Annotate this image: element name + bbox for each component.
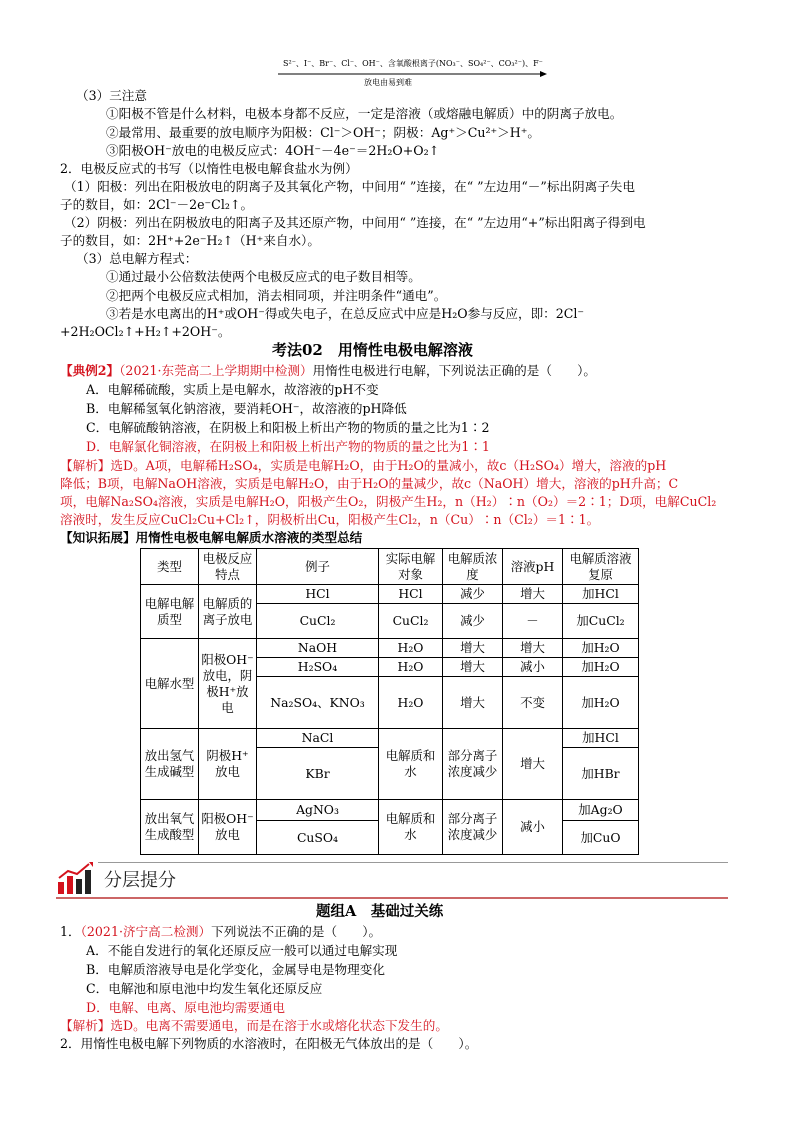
sec2-item: ③若是水电离出的H⁺或OH⁻得或失电子，在总反应式中应是H₂O参与反应，即：2Cl⁻ bbox=[106, 306, 585, 321]
table-cell: 减少 bbox=[443, 604, 503, 639]
table-header: 电极反应特点 bbox=[199, 549, 257, 585]
sec2-p2: （2）阴极：列出在阴极放电的阳离子及其还原产物，中间用“ ”连接，在“ ”左边用“+”标出阳离子得到电 bbox=[64, 215, 646, 230]
table-cell: H₂O bbox=[379, 639, 443, 658]
table-cell: 增大 bbox=[503, 729, 563, 800]
method-heading: 考法02 用惰性电极电解溶液 bbox=[272, 341, 473, 359]
q1-stem-line bbox=[60, 923, 381, 940]
notes3-item: ②最常用、最重要的放电顺序为阳极：Cl⁻＞OH⁻；阴极：Ag⁺＞Cu²⁺＞H⁺。 bbox=[106, 125, 540, 140]
question-stem: 下列说法不正确的是（ ）。 bbox=[211, 924, 382, 939]
table-cell: 增大 bbox=[443, 658, 503, 677]
example-option: C．电解硫酸钠溶液，在阴极上和阳极上析出产物的物质的量之比为1∶2 bbox=[86, 420, 490, 435]
example-stem: 用惰性电极进行电解，下列说法正确的是（ ）。 bbox=[312, 363, 596, 378]
knowledge-title: 【知识拓展】用惰性电极电解电解质水溶液的类型总结 bbox=[60, 530, 363, 545]
discharge-order-arrow bbox=[278, 70, 548, 78]
table-row bbox=[141, 800, 639, 821]
table-cell: 增大 bbox=[503, 639, 563, 658]
table-cell: 部分离子浓度减少 bbox=[443, 800, 503, 855]
feature-cell: 阴极H⁺放电 bbox=[199, 729, 257, 800]
sec2-title: 2．电极反应式的书写（以惰性电极电解食盐水为例） bbox=[60, 161, 358, 176]
table-cell: 部分离子浓度减少 bbox=[443, 729, 503, 800]
table-header: 例子 bbox=[257, 549, 379, 585]
table-header: 实际电解对象 bbox=[379, 549, 443, 585]
table-cell: CuSO₄ bbox=[257, 821, 379, 855]
example-analysis: 降低；B项，电解NaOH溶液，实质是电解H₂O，由于H₂O的量减少，故c（NaOH）增大，溶液的pH升高；C bbox=[60, 476, 679, 491]
type-cell: 电解水型 bbox=[141, 639, 199, 729]
question-option: C．电解池和原电池中均发生氧化还原反应 bbox=[86, 981, 323, 996]
table-cell: － bbox=[503, 604, 563, 639]
question-number: 1． bbox=[60, 924, 81, 939]
table-cell: AgNO₃ bbox=[257, 800, 379, 821]
table-cell: H₂O bbox=[379, 658, 443, 677]
notes3-item: ①阳极不管是什么材料，电极本身都不反应，一定是溶液（或熔融电解质）中的阴离子放电。 bbox=[106, 106, 623, 121]
sec2-item-cont: +2H₂OCl₂↑+H₂↑+2OH⁻。 bbox=[60, 324, 231, 339]
table-cell: CuCl₂ bbox=[257, 604, 379, 639]
table-row bbox=[141, 729, 639, 748]
table-cell: H₂O bbox=[379, 677, 443, 729]
table-cell: 加HCl bbox=[563, 729, 639, 748]
electrolysis-types-table bbox=[140, 548, 639, 855]
example-option: A．电解稀硫酸，实质上是电解水，故溶液的pH不变 bbox=[86, 382, 379, 397]
question-source: （2021·济宁高二检测） bbox=[80, 924, 212, 939]
table-cell: Na₂SO₄、KNO₃ bbox=[257, 677, 379, 729]
example-tag: 【典例2】 bbox=[60, 363, 120, 378]
table-cell: 加H₂O bbox=[563, 658, 639, 677]
notes3-item: ③阳极OH⁻放电的电极反应式：4OH⁻－4e⁻＝2H₂O+O₂↑ bbox=[106, 143, 440, 158]
banner-bottom-rule bbox=[56, 897, 728, 899]
table-cell: 加CuO bbox=[563, 821, 639, 855]
type-cell: 放出氢气生成碱型 bbox=[141, 729, 199, 800]
table-cell: 加HBr bbox=[563, 748, 639, 800]
example-source: （2021·东莞高二上学期期中检测） bbox=[119, 363, 313, 378]
question-2: 2．用惰性电极电解下列物质的水溶液时，在阳极无气体放出的是（ ）。 bbox=[60, 1036, 478, 1051]
sec2-item: ②把两个电极反应式相加，消去相同项，并注明条件“通电”。 bbox=[106, 288, 447, 303]
question-answer-option: D．电解、电离、原电池均需要通电 bbox=[86, 1000, 286, 1015]
table-header: 电解质浓度 bbox=[443, 549, 503, 585]
table-cell: 加CuCl₂ bbox=[563, 604, 639, 639]
table-cell: 增大 bbox=[443, 677, 503, 729]
table-cell: 减少 bbox=[443, 585, 503, 604]
sec2-p3: （3）总电解方程式： bbox=[76, 251, 198, 266]
sec2-p1-cont: 子的数目，如：2Cl⁻－2e⁻Cl₂↑。 bbox=[60, 197, 254, 212]
table-cell: 加H₂O bbox=[563, 639, 639, 658]
question-option: A．不能自发进行的氧化还原反应一般可以通过电解实现 bbox=[86, 943, 398, 958]
table-header: 类型 bbox=[141, 549, 199, 585]
banner-title: 分层提分 bbox=[104, 870, 176, 891]
table-cell: 加HCl bbox=[563, 585, 639, 604]
type-cell: 电解电解质型 bbox=[141, 585, 199, 639]
table-header-row bbox=[141, 549, 639, 585]
table-cell: KBr bbox=[257, 748, 379, 800]
table-cell: 增大 bbox=[503, 585, 563, 604]
example-option: B．电解稀氢氧化钠溶液，要消耗OH⁻，故溶液的pH降低 bbox=[86, 401, 407, 416]
discharge-order-ions: S²⁻、I⁻、Br⁻、Cl⁻、OH⁻、含氧酸根离子(NO₃⁻、SO₄²⁻、CO₃²⁻)、F⁻ bbox=[283, 59, 543, 68]
example-analysis: 溶液时，发生反应CuCl₂Cu+Cl₂↑，阴极析出Cu，阳极产生Cl₂，n（Cu）∶n（Cl₂）＝1∶1。 bbox=[60, 512, 600, 527]
table-cell: 减小 bbox=[503, 800, 563, 855]
sec2-item: ①通过最小公倍数法使两个电极反应式的电子数目相等。 bbox=[106, 269, 421, 284]
example-analysis: 项，电解Na₂SO₄溶液，实质是电解H₂O，阳极产生O₂，阴极产生H₂，n（H₂）∶n（O₂）＝2∶1；D项，电解CuCl₂ bbox=[60, 494, 717, 509]
example-answer-option: D．电解氯化铜溶液，在阴极上和阳极上析出产物的物质的量之比为1∶1 bbox=[86, 439, 490, 454]
table-row bbox=[141, 585, 639, 604]
notes3-title: （3）三注意 bbox=[76, 88, 147, 103]
table-cell: NaCl bbox=[257, 729, 379, 748]
table-header: 溶液pH bbox=[503, 549, 563, 585]
example-analysis: 【解析】选D。A项，电解稀H₂SO₄，实质是电解H₂O，由于H₂O的量减小，故c（H₂SO₄）增大，溶液的pH bbox=[60, 458, 667, 473]
feature-cell: 阳极OH⁻放电，阴极H⁺放电 bbox=[199, 639, 257, 729]
table-cell: 加Ag₂O bbox=[563, 800, 639, 821]
type-cell: 放出氧气生成酸型 bbox=[141, 800, 199, 855]
sec2-p1: （1）阳极：列出在阳极放电的阴离子及其氧化产物，中间用“ ”连接，在“ ”左边用“－”标出阴离子失电 bbox=[64, 179, 635, 194]
question-option: B．电解质溶液导电是化学变化，金属导电是物理变化 bbox=[86, 962, 385, 977]
table-cell: CuCl₂ bbox=[379, 604, 443, 639]
table-cell: HCl bbox=[257, 585, 379, 604]
table-cell: 增大 bbox=[443, 639, 503, 658]
table-cell: 电解质和水 bbox=[379, 800, 443, 855]
table-cell: 加H₂O bbox=[563, 677, 639, 729]
table-cell: 电解质和水 bbox=[379, 729, 443, 800]
discharge-order-caption: 放电由易到难 bbox=[364, 78, 412, 87]
feature-cell: 电解质的离子放电 bbox=[199, 585, 257, 639]
banner-top-rule bbox=[98, 862, 728, 863]
table-cell: NaOH bbox=[257, 639, 379, 658]
group-title: 题组A 基础过关练 bbox=[316, 903, 444, 920]
example2-stem-line bbox=[60, 362, 596, 379]
table-cell: 减小 bbox=[503, 658, 563, 677]
table-cell: H₂SO₄ bbox=[257, 658, 379, 677]
bar-chart-icon bbox=[56, 862, 96, 896]
sec2-p2-cont: 子的数目，如：2H⁺+2e⁻H₂↑（H⁺来自水）。 bbox=[60, 233, 320, 248]
table-cell: HCl bbox=[379, 585, 443, 604]
question-analysis: 【解析】选D。电离不需要通电，而是在溶于水或熔化状态下发生的。 bbox=[60, 1018, 448, 1033]
feature-cell: 阳极OH⁻放电 bbox=[199, 800, 257, 855]
table-row bbox=[141, 639, 639, 658]
table-cell: 不变 bbox=[503, 677, 563, 729]
table-header: 电解质溶液复原 bbox=[563, 549, 639, 585]
